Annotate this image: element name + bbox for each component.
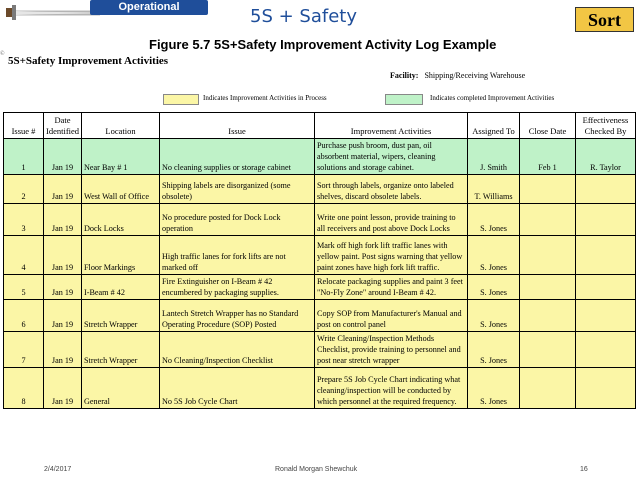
cell-location: Stretch Wrapper: [82, 300, 160, 332]
cell-assigned: S. Jones: [468, 300, 520, 332]
table-row: [4, 368, 636, 409]
document-subtitle: 5S+Safety Improvement Activities: [8, 55, 169, 67]
cell-checked-by: [576, 236, 636, 275]
footer-page: 16: [580, 466, 588, 473]
table-row: [4, 236, 636, 275]
cell-date: Jan 19: [44, 139, 82, 175]
cell-assigned: S. Jones: [468, 368, 520, 409]
cell-activity: Mark off high fork lift traffic lanes with yellow paint. Post signs warning that yellow paint zones have high fork lift traffic.: [315, 236, 468, 275]
table-row: [4, 139, 636, 175]
header-effectiveness: Effectiveness Checked By: [576, 113, 636, 139]
cell-checked-by: [576, 300, 636, 332]
cell-activity: Copy SOP from Manufacturer's Manual and post on control panel: [315, 300, 468, 332]
cell-close-date: [520, 300, 576, 332]
cell-assigned: S. Jones: [468, 332, 520, 368]
cell-checked-by: [576, 368, 636, 409]
table-header-row: [4, 113, 636, 139]
cell-date: Jan 19: [44, 368, 82, 409]
header-issue-num: Issue #: [4, 113, 44, 139]
cell-issue-num: 2: [4, 175, 44, 204]
legend-completed-label: Indicates completed Improvement Activities: [430, 94, 555, 102]
footer-date: 2/4/2017: [44, 466, 72, 473]
legend-completed-swatch: [385, 94, 423, 105]
cell-date: Jan 19: [44, 236, 82, 275]
cell-assigned: S. Jones: [468, 275, 520, 300]
cell-date: Jan 19: [44, 204, 82, 236]
cell-location: Near Bay # 1: [82, 139, 160, 175]
cell-location: Dock Locks: [82, 204, 160, 236]
cell-date: Jan 19: [44, 332, 82, 368]
table-row: [4, 204, 636, 236]
header-issue: Issue: [160, 113, 315, 139]
figure-caption: Figure 5.7 5S+Safety Improvement Activity Log Example: [149, 37, 497, 52]
header-location: Location: [82, 113, 160, 139]
cell-assigned: S. Jones: [468, 236, 520, 275]
header-close-date: Close Date: [520, 113, 576, 139]
cell-close-date: [520, 368, 576, 409]
cell-activity: Prepare 5S Job Cycle Chart indicating what cleaning/inspection will be conducted by which personnel at the required frequency.: [315, 368, 468, 409]
header-activities: Improvement Activities: [315, 113, 468, 139]
cell-issue: No cleaning supplies or storage cabinet: [160, 139, 315, 175]
facility-value: Shipping/Receiving Warehouse: [424, 71, 526, 80]
cell-activity: Purchase push broom, dust pan, oil absorbent material, wipers, cleaning solutions and storage cabinet.: [315, 139, 468, 175]
facility-line: [390, 71, 525, 80]
cell-issue: Fire Extinguisher on I-Beam # 42 encumbered by packaging supplies.: [160, 275, 315, 300]
cell-issue-num: 8: [4, 368, 44, 409]
cell-date: Jan 19: [44, 275, 82, 300]
facility-label: Facility:: [390, 71, 419, 80]
brand-banner: Operational Excellence: [90, 0, 208, 15]
cell-issue: No 5S Job Cycle Chart: [160, 368, 315, 409]
table-row: [4, 332, 636, 368]
cell-checked-by: [576, 204, 636, 236]
cell-location: West Wall of Office: [82, 175, 160, 204]
cell-checked-by: [576, 175, 636, 204]
legend-in-process-label: Indicates Improvement Activities in Process: [203, 94, 327, 102]
cell-activity: Write one point lesson, provide training to all receivers and post above Dock Locks: [315, 204, 468, 236]
sword-logo-icon: [4, 2, 100, 24]
cell-issue: No Cleaning/Inspection Checklist: [160, 332, 315, 368]
cell-issue: No procedure posted for Dock Lock operation: [160, 204, 315, 236]
cell-assigned: T. Williams: [468, 175, 520, 204]
cell-issue: Shipping labels are disorganized (some obsolete): [160, 175, 315, 204]
cell-close-date: [520, 275, 576, 300]
cell-close-date: [520, 204, 576, 236]
cell-issue: High traffic lanes for fork lifts are not marked off: [160, 236, 315, 275]
activity-log-table: [3, 112, 636, 409]
cell-close-date: [520, 175, 576, 204]
cell-close-date: [520, 236, 576, 275]
table-row: [4, 175, 636, 204]
header-date: Date Identified: [44, 113, 82, 139]
table-row: [4, 275, 636, 300]
cell-activity: Sort through labels, organize onto labeled shelves, discard obsolete labels.: [315, 175, 468, 204]
cell-issue-num: 6: [4, 300, 44, 332]
sort-badge: Sort: [575, 7, 634, 32]
cell-issue-num: 7: [4, 332, 44, 368]
cell-date: Jan 19: [44, 175, 82, 204]
cell-issue-num: 4: [4, 236, 44, 275]
cell-issue-num: 1: [4, 139, 44, 175]
cell-close-date: Feb 1: [520, 139, 576, 175]
cell-location: Stretch Wrapper: [82, 332, 160, 368]
cell-activity: Relocate packaging supplies and paint 3 feet "No-Fly Zone" around I-Beam # 42.: [315, 275, 468, 300]
cell-checked-by: R. Taylor: [576, 139, 636, 175]
legend-in-process-swatch: [163, 94, 199, 105]
cell-date: Jan 19: [44, 300, 82, 332]
cell-location: General: [82, 368, 160, 409]
copyright-mark: ©: [0, 51, 5, 57]
topic-title: 5S + Safety: [250, 6, 357, 27]
cell-issue-num: 3: [4, 204, 44, 236]
cell-issue-num: 5: [4, 275, 44, 300]
cell-location: Floor Markings: [82, 236, 160, 275]
cell-checked-by: [576, 332, 636, 368]
cell-close-date: [520, 332, 576, 368]
header-assigned: Assigned To: [468, 113, 520, 139]
table-body: [4, 139, 636, 409]
cell-activity: Write Cleaning/Inspection Methods Checklist, provide training to personnel and post near stretch wrapper: [315, 332, 468, 368]
cell-location: I-Beam # 42: [82, 275, 160, 300]
cell-issue: Lantech Stretch Wrapper has no Standard Operating Procedure (SOP) Posted: [160, 300, 315, 332]
cell-checked-by: [576, 275, 636, 300]
cell-assigned: J. Smith: [468, 139, 520, 175]
cell-assigned: S. Jones: [468, 204, 520, 236]
footer-author: Ronald Morgan Shewchuk: [275, 466, 358, 473]
table-row: [4, 300, 636, 332]
